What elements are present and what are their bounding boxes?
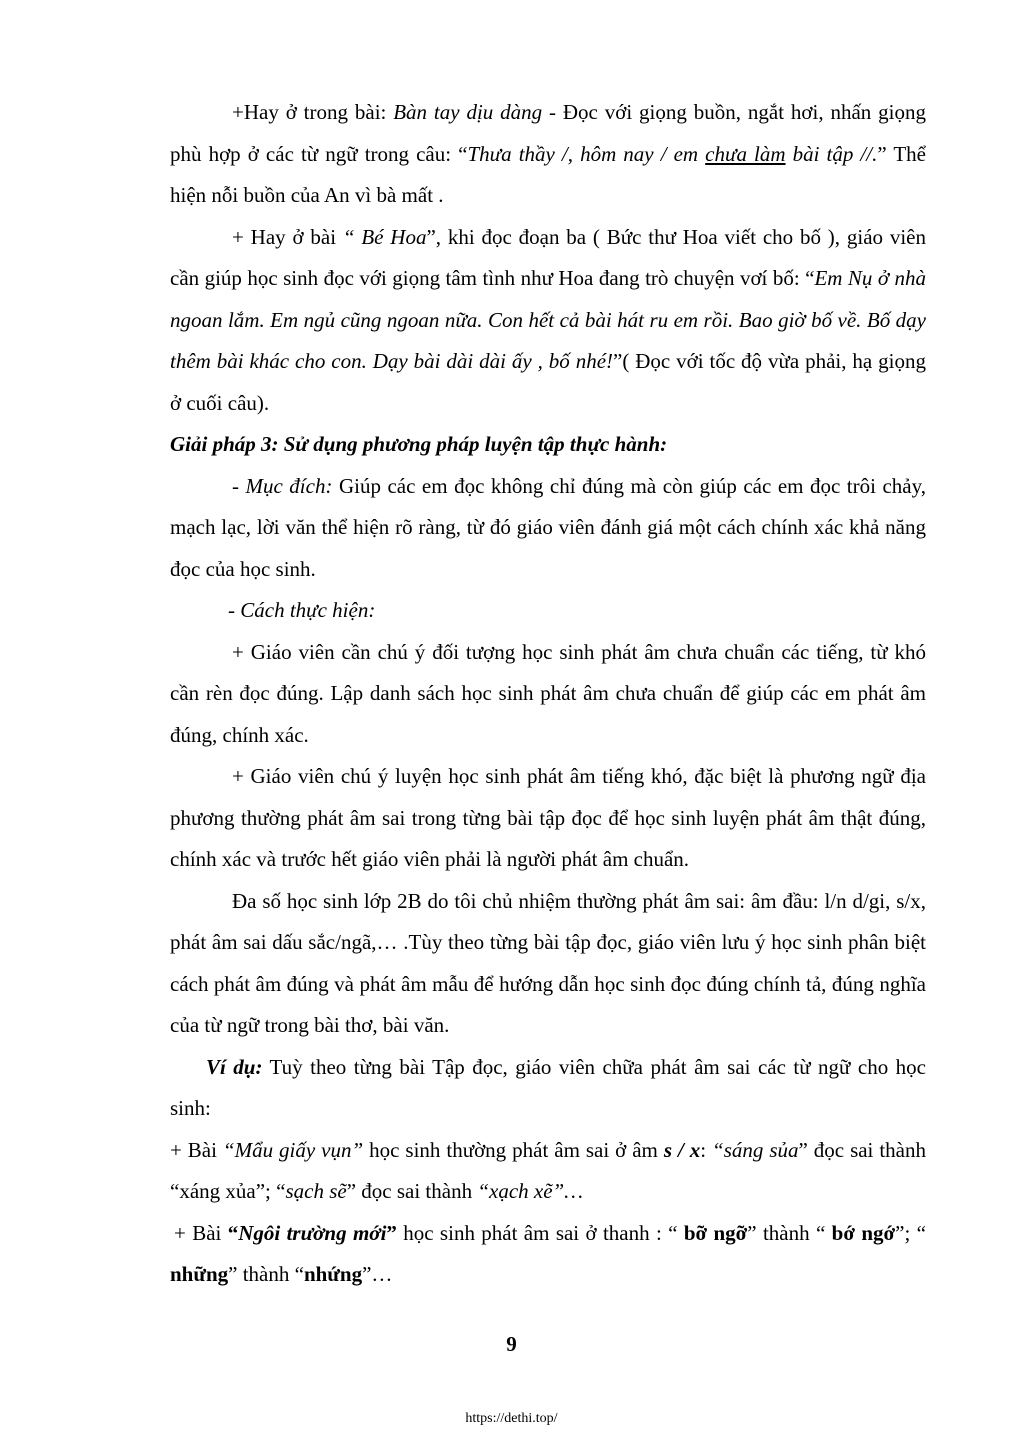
text: ” Thể hiện nỗi buồn của An vì bà mất . [170, 141, 927, 207]
paragraph-purpose [170, 466, 926, 591]
paragraph-5: Đa số học sinh lớp 2B do tôi chủ nhiệm thường phát âm sai: âm đầu: l/n d/gi, s/x, phát âm sai dấu sắc/ngã,… .Tùy theo từng bài tập đọc, giáo viên lưu ý học sinh phân biệt cách phát âm đúng và phát âm mẫu để hướng dẫn học sinh đọc đúng chính tả, đúng nghĩa của từ ngữ trong bài thơ, bài văn. [170, 888, 926, 1037]
paragraph-example-1 [170, 1130, 926, 1213]
text: ”… [362, 1262, 393, 1286]
text: : [700, 1137, 713, 1162]
paragraph-1 [170, 92, 926, 217]
text: Tuỳ theo từng bài Tập đọc, giáo viên chữa phát âm sai các từ ngữ cho học sinh: [170, 1054, 926, 1120]
text: +Hay ở trong bài: [232, 100, 394, 124]
text: học sinh thường phát âm sai ở âm [363, 1137, 664, 1162]
word: những [170, 1262, 229, 1286]
lesson-title: Bàn tay dịu dàng [393, 100, 543, 124]
word: sạch sẽ [285, 1179, 347, 1203]
text: học sinh phát âm sai ở thanh : “ [396, 1220, 684, 1245]
text: ” đọc sai thành [346, 1179, 478, 1203]
text: - Đọc với giọng buồn, ngắt hơi, nhấn giọng phù hợp ở các từ ngữ trong câu: “ [170, 100, 926, 166]
paragraph-3: + Giáo viên cần chú ý đối tượng học sinh phát âm chưa chuẩn các tiếng, từ khó cần rèn đọc đúng. Lập danh sách học sinh phát âm chưa chuẩn để giúp các em phát âm đúng, chính xác. [170, 639, 926, 747]
text: Giúp các em đọc không chỉ đúng mà còn giúp các em đọc trôi chảy, mạch lạc, lời văn thể hiện rõ ràng, từ đó giáo viên đánh giá một cách chính xác khả năng đọc của học sinh. [170, 473, 926, 581]
text: + Hay ở bài [232, 224, 343, 249]
text: ”, khi đọc đoạn ba ( Bức thư Hoa viết cho bố ), giáo viên cần giúp học sinh đọc với giọng tâm tình như Hoa đang trò chuyện vơí bố: “ [170, 224, 926, 290]
word: “sáng sủa [712, 1137, 799, 1162]
text: ” thành “ [228, 1262, 304, 1286]
word: nhứng [303, 1262, 363, 1286]
text: ”; “ [895, 1220, 926, 1245]
paragraph-example [170, 1047, 926, 1130]
footer-url[interactable]: https://dethi.top/ [465, 1411, 558, 1426]
text: ”( Đọc với tốc độ vừa phải, hạ giọng ở cuối câu). [170, 349, 926, 415]
underlined-quote: chưa làm [705, 141, 786, 166]
word: “xạch xẽ”… [477, 1179, 583, 1203]
page-number: 9 [506, 1332, 517, 1356]
word: bớ ngớ [831, 1220, 896, 1245]
text: ” đọc sai thành “xáng xủa”; “ [170, 1137, 927, 1203]
word: bỡ ngỡ [683, 1220, 748, 1245]
paragraph-example-2 [170, 1213, 926, 1296]
label: Ví dụ: [206, 1054, 263, 1079]
paragraph-2 [170, 217, 926, 425]
sound: s / x [663, 1137, 701, 1162]
quote: Thưa thầy /, hôm nay / em [467, 141, 706, 166]
paragraph-method-label: - Cách thực hiện: [228, 598, 376, 622]
quote: Em Nụ ở nhà ngoan lắm. Em ngủ cũng ngoan nữa. Con hết cả bài hát ru em rồi. Bao giờ bố về. Bố dạy thêm bài khác cho con. Dạy bài dài dài ấy , bố nhé! [170, 266, 926, 373]
text: + Bài [174, 1220, 228, 1245]
lesson-title: “ Bé Hoa [342, 224, 427, 249]
lesson-title: Ngôi trường mới [238, 1220, 387, 1245]
quote-mark: ” [386, 1220, 397, 1245]
document-body [170, 92, 926, 1296]
section-heading: Giải pháp 3: Sử dụng phương pháp luyện tập thực hành: [170, 432, 668, 456]
quote: bài tập //. [785, 141, 878, 166]
lesson-title: “Mẩu giấy vụn” [222, 1137, 364, 1162]
paragraph-4: + Giáo viên chú ý luyện học sinh phát âm tiếng khó, đặc biệt là phương ngữ địa phương thường phát âm sai trong từng bài tập đọc để học sinh luyện phát âm thật đúng, chính xác và trước hết giáo viên phải là người phát âm chuẩn. [170, 764, 926, 871]
text: ” thành “ [747, 1220, 832, 1245]
label: - Mục đích: [232, 473, 333, 498]
text: + Bài [170, 1137, 223, 1162]
quote-mark: “ [227, 1220, 239, 1245]
